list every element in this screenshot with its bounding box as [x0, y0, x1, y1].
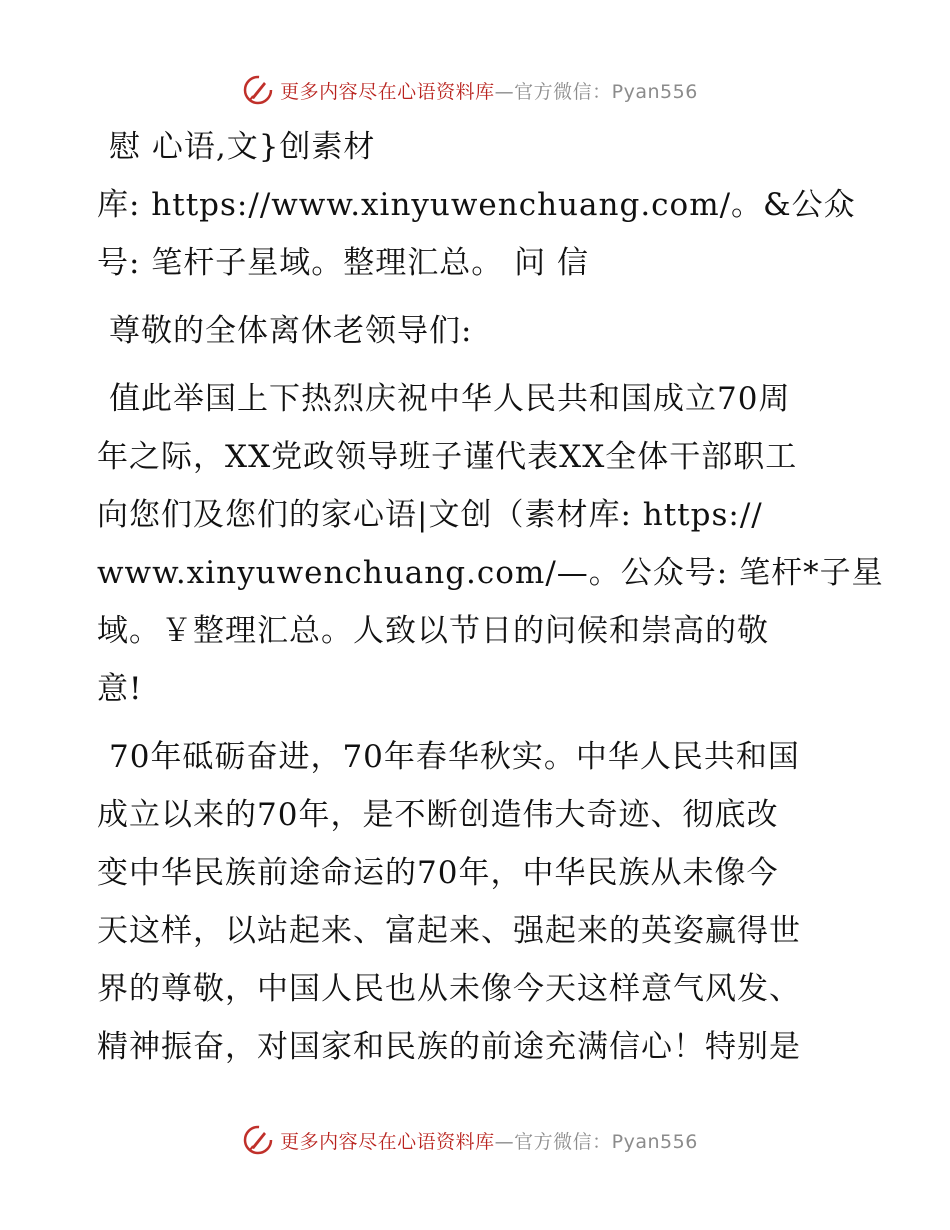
paragraph1-line: 意! — [97, 671, 143, 707]
header-line-3: 号: 笔杆子星域。整理汇总。 问 信 — [97, 245, 590, 281]
header-line-2: 库: https://www.xinyuwenchuang.com/。&公众 — [97, 187, 856, 223]
paragraph1-line: 域。￥整理汇总。人致以节日的问候和崇高的敬 — [97, 613, 769, 649]
banner-main-text: 更多内容尽在心语资料库 — [280, 1130, 495, 1153]
quill-pen-logo-icon — [242, 74, 274, 106]
banner-group — [242, 1124, 698, 1156]
banner-text — [280, 1127, 698, 1154]
paragraph1-line: www.xinyuwenchuang.com/—。公众号: 笔杆*子星 — [97, 555, 884, 591]
salutation: 尊敬的全体离休老领导们: — [109, 313, 473, 349]
banner-main-text: 更多内容尽在心语资料库 — [280, 80, 495, 103]
paragraph2-line: 70年砥砺奋进，70年春华秋实。中华人民共和国 — [109, 739, 800, 775]
bottom-banner — [0, 1120, 950, 1160]
paragraph2-line: 成立以来的70年，是不断创造伟大奇迹、彻底改 — [97, 797, 779, 833]
quill-pen-logo-icon — [242, 1124, 274, 1156]
banner-suffix-text: 官方微信：Pyan556 — [514, 80, 698, 103]
paragraph1-line: 年之际，XX党政领导班子谨代表XX全体干部职工 — [97, 439, 798, 475]
header-line-1: 慰 心语,文}创素材 — [109, 129, 376, 165]
banner-group — [242, 74, 698, 106]
top-banner — [0, 70, 950, 110]
banner-suffix-text: 官方微信：Pyan556 — [514, 1130, 698, 1153]
paragraph1-line: 值此举国上下热烈庆祝中华人民共和国成立70周 — [109, 381, 791, 417]
banner-text — [280, 77, 698, 104]
paragraph1-line: 向您们及您们的家心语|文创（素材库: https:// — [97, 497, 763, 533]
banner-dash: — — [494, 1130, 515, 1153]
paragraph2-line: 精神振奋，对国家和民族的前途充满信心！特别是 — [97, 1029, 801, 1065]
banner-dash: — — [494, 80, 515, 103]
document-body — [97, 118, 884, 1076]
paragraph2-line: 变中华民族前途命运的70年，中华民族从未像今 — [97, 855, 779, 891]
paragraph2-line: 天这样，以站起来、富起来、强起来的英姿赢得世 — [97, 913, 801, 949]
paragraph2-line: 界的尊敬，中国人民也从未像今天这样意气风发、 — [97, 971, 801, 1007]
